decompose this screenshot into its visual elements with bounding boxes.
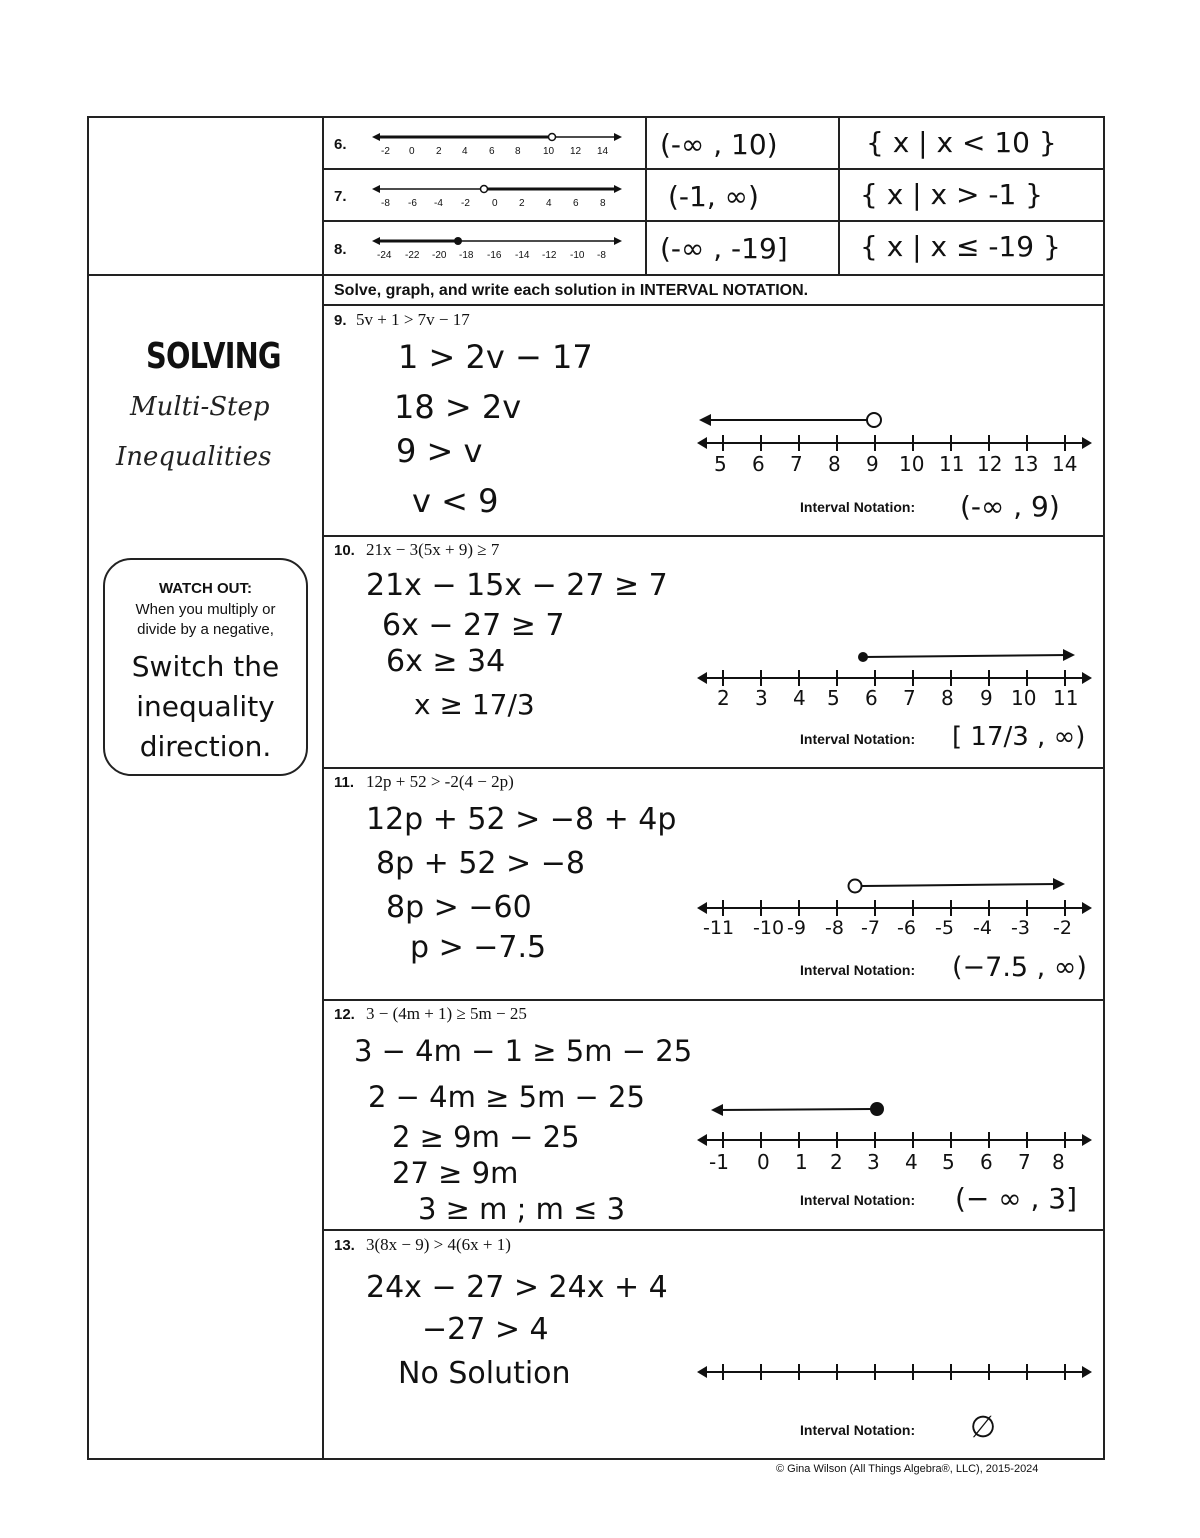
- watch-out-hand-2: inequality: [136, 690, 275, 723]
- tick-label: 8: [828, 452, 841, 476]
- tick-label: -2: [381, 146, 390, 157]
- row-7-ticks: [377, 198, 622, 212]
- tick-label: 3: [755, 686, 768, 710]
- problem-13-work-1: 24x − 27 > 24x + 4: [366, 1270, 668, 1305]
- tick-label: 14: [1052, 452, 1078, 476]
- tick-label: 5: [714, 452, 727, 476]
- problem-divider-3: [322, 999, 1105, 1001]
- watch-out-line-2: divide by a negative,: [137, 621, 274, 638]
- tick-label: 7: [790, 452, 803, 476]
- watch-out-title: WATCH OUT:: [158, 580, 253, 597]
- watch-out-line-1: When you multiply or: [135, 601, 276, 618]
- problem-13-interval-label: Interval Notation:: [800, 1422, 916, 1438]
- tick-label: 4: [793, 686, 806, 710]
- tick-label: -8: [381, 198, 390, 209]
- tick-label: 6: [865, 686, 878, 710]
- tick-label: -20: [432, 250, 447, 261]
- tick-label: 5: [827, 686, 840, 710]
- tick-label: -6: [897, 917, 916, 939]
- problem-9-statement: 5v + 1 > 7v − 17: [356, 310, 470, 329]
- problem-11-number: 11.: [334, 774, 355, 791]
- problem-13-statement: 3(8x − 9) > 4(6x + 1): [366, 1235, 511, 1254]
- problem-10-statement: 21x − 3(5x + 9) ≥ 7: [366, 540, 500, 559]
- problem-10-ticks: [697, 686, 1092, 712]
- problem-12-work-1: 3 − 4m − 1 ≥ 5m − 25: [354, 1034, 693, 1068]
- row-7-set: { x | x > -1 }: [860, 178, 1043, 211]
- row-8-ticks: [377, 250, 622, 264]
- tick-label: 1: [795, 1150, 808, 1174]
- problem-10-work-4: x ≥ 17/3: [414, 688, 535, 721]
- row-8-set: { x | x ≤ -19 }: [860, 230, 1061, 263]
- tick-label: -18: [459, 250, 474, 261]
- sidebar-subtitle-1: Multi-Step: [130, 392, 270, 422]
- tick-label: 8: [1052, 1150, 1065, 1174]
- problem-12-work-3: 2 ≥ 9m − 25: [392, 1120, 580, 1154]
- tick-label: 6: [489, 146, 495, 157]
- tick-label: -5: [935, 917, 954, 939]
- tick-label: 0: [409, 146, 415, 157]
- problem-12-work-4: 27 ≥ 9m: [392, 1156, 519, 1190]
- top-table-row-line-2: [322, 220, 1105, 222]
- copyright-footer: © Gina Wilson (All Things Algebra®, LLC), 2015-2024: [776, 1463, 1039, 1475]
- tick-label: -2: [461, 198, 470, 209]
- row-6-ticks: [377, 146, 622, 160]
- top-table-divider-2: [645, 116, 647, 276]
- tick-label: 11: [939, 452, 965, 476]
- tick-label: 2: [830, 1150, 843, 1174]
- problem-13-number: 13.: [334, 1237, 355, 1254]
- tick-label: 8: [941, 686, 954, 710]
- main-table-divider: [322, 274, 324, 1460]
- tick-label: 5: [942, 1150, 955, 1174]
- problem-divider-2: [322, 767, 1105, 769]
- instructions-line: [322, 304, 1105, 306]
- problem-11-statement: 12p + 52 > -2(4 − 2p): [366, 772, 514, 791]
- problem-9-work-4: v < 9: [412, 482, 499, 520]
- problem-10-work-1: 21x − 15x − 27 ≥ 7: [366, 568, 668, 603]
- problem-9-work-1: 1 > 2v − 17: [398, 338, 593, 376]
- tick-label: -8: [597, 250, 606, 261]
- tick-label: 14: [597, 146, 609, 157]
- sidebar-subtitle-2: Inequalities: [116, 442, 272, 472]
- tick-label: -9: [787, 917, 806, 939]
- problem-11-answer: (−7.5 , ∞): [952, 952, 1087, 983]
- problem-12-number-line: [697, 1098, 1092, 1148]
- tick-label: -4: [973, 917, 992, 939]
- problem-divider-4: [322, 1229, 1105, 1231]
- row-6-number: 6.: [334, 136, 347, 153]
- row-7-interval: (-1, ∞): [668, 180, 759, 213]
- problem-9-interval-label: Interval Notation:: [800, 499, 916, 515]
- tick-label: 4: [546, 198, 552, 209]
- problem-10-work-3: 6x ≥ 34: [386, 644, 506, 679]
- tick-label: 9: [980, 686, 993, 710]
- tick-label: 9: [866, 452, 879, 476]
- watch-out-hand-3: direction.: [139, 730, 272, 763]
- row-6-set: { x | x < 10 }: [866, 126, 1057, 159]
- row-8-interval: (-∞ , -19]: [660, 232, 788, 265]
- tick-label: 6: [980, 1150, 993, 1174]
- tick-label: 10: [1011, 686, 1037, 710]
- tick-label: -3: [1011, 917, 1030, 939]
- problem-12-work-2: 2 − 4m ≥ 5m − 25: [368, 1080, 645, 1114]
- tick-label: 8: [515, 146, 521, 157]
- tick-label: 2: [717, 686, 730, 710]
- tick-label: -4: [434, 198, 443, 209]
- tick-label: 0: [492, 198, 498, 209]
- row-8-number: 8.: [334, 241, 347, 258]
- problem-12-number: 12.: [334, 1006, 355, 1023]
- tick-label: 7: [1018, 1150, 1031, 1174]
- problem-13-answer: ∅: [970, 1410, 997, 1445]
- watch-out-hand-1: Switch the: [131, 650, 280, 683]
- row-6-interval: (-∞ , 10): [660, 128, 778, 161]
- tick-label: 12: [977, 452, 1003, 476]
- watch-out-box: [103, 558, 308, 776]
- problem-11-ticks: [697, 917, 1092, 943]
- tick-label: -2: [1053, 917, 1072, 939]
- top-table-row-line-1: [322, 168, 1105, 170]
- tick-label: 6: [752, 452, 765, 476]
- tick-label: 4: [905, 1150, 918, 1174]
- problem-11-interval-label: Interval Notation:: [800, 962, 916, 978]
- problem-9-answer: (-∞ , 9): [960, 490, 1060, 523]
- tick-label: 3: [867, 1150, 880, 1174]
- tick-label: -14: [515, 250, 530, 261]
- tick-label: -24: [377, 250, 392, 261]
- problem-9-number: 9.: [334, 312, 347, 329]
- tick-label: 2: [519, 198, 525, 209]
- problem-13-number-line: [697, 1360, 1092, 1384]
- problem-9-work-3: 9 > v: [396, 432, 483, 470]
- tick-label: -16: [487, 250, 502, 261]
- tick-label: -11: [703, 917, 735, 939]
- problem-divider-1: [322, 535, 1105, 537]
- problem-12-interval-label: Interval Notation:: [800, 1192, 916, 1208]
- tick-label: 4: [462, 146, 468, 157]
- top-table-divider-3: [838, 116, 840, 276]
- problem-13-work-3: No Solution: [398, 1356, 571, 1391]
- instructions: Solve, graph, and write each solution in INTERVAL NOTATION.: [334, 282, 809, 299]
- problem-12-answer: (− ∞ , 3]: [955, 1182, 1078, 1215]
- problem-10-interval-label: Interval Notation:: [800, 731, 916, 747]
- tick-label: -8: [825, 917, 844, 939]
- tick-label: -12: [542, 250, 557, 261]
- tick-label: 13: [1013, 452, 1039, 476]
- tick-label: -6: [408, 198, 417, 209]
- tick-label: -1: [709, 1150, 729, 1174]
- tick-label: 10: [899, 452, 925, 476]
- sidebar-title: SOLVING: [146, 336, 281, 377]
- problem-11-work-2: 8p + 52 > −8: [376, 846, 585, 881]
- tick-label: 8: [600, 198, 606, 209]
- problem-11-work-4: p > −7.5: [410, 930, 547, 965]
- tick-label: -7: [861, 917, 880, 939]
- problem-9-work-2: 18 > 2v: [394, 388, 522, 426]
- tick-label: 6: [573, 198, 579, 209]
- problem-13-work-2: −27 > 4: [422, 1312, 549, 1347]
- tick-label: -22: [405, 250, 420, 261]
- top-table-divider-1: [322, 116, 324, 276]
- problem-10-answer: [ 17/3 , ∞): [952, 722, 1086, 752]
- tick-label: 0: [757, 1150, 770, 1174]
- problem-12-ticks: [697, 1150, 1092, 1176]
- row-7-number: 7.: [334, 188, 347, 205]
- problem-10-number: 10.: [334, 542, 355, 559]
- tick-label: -10: [570, 250, 585, 261]
- problem-11-work-3: 8p > −60: [386, 890, 532, 925]
- problem-10-work-2: 6x − 27 ≥ 7: [382, 608, 565, 643]
- problem-12-work-5: 3 ≥ m ; m ≤ 3: [418, 1192, 626, 1226]
- problem-9-ticks: [697, 452, 1092, 478]
- tick-label: 10: [543, 146, 555, 157]
- tick-label: 11: [1053, 686, 1079, 710]
- problem-11-work-1: 12p + 52 > −8 + 4p: [366, 802, 677, 837]
- tick-label: -10: [753, 917, 785, 939]
- problem-12-statement: 3 − (4m + 1) ≥ 5m − 25: [366, 1004, 527, 1023]
- tick-label: 2: [436, 146, 442, 157]
- tick-label: 7: [903, 686, 916, 710]
- tick-label: 12: [570, 146, 582, 157]
